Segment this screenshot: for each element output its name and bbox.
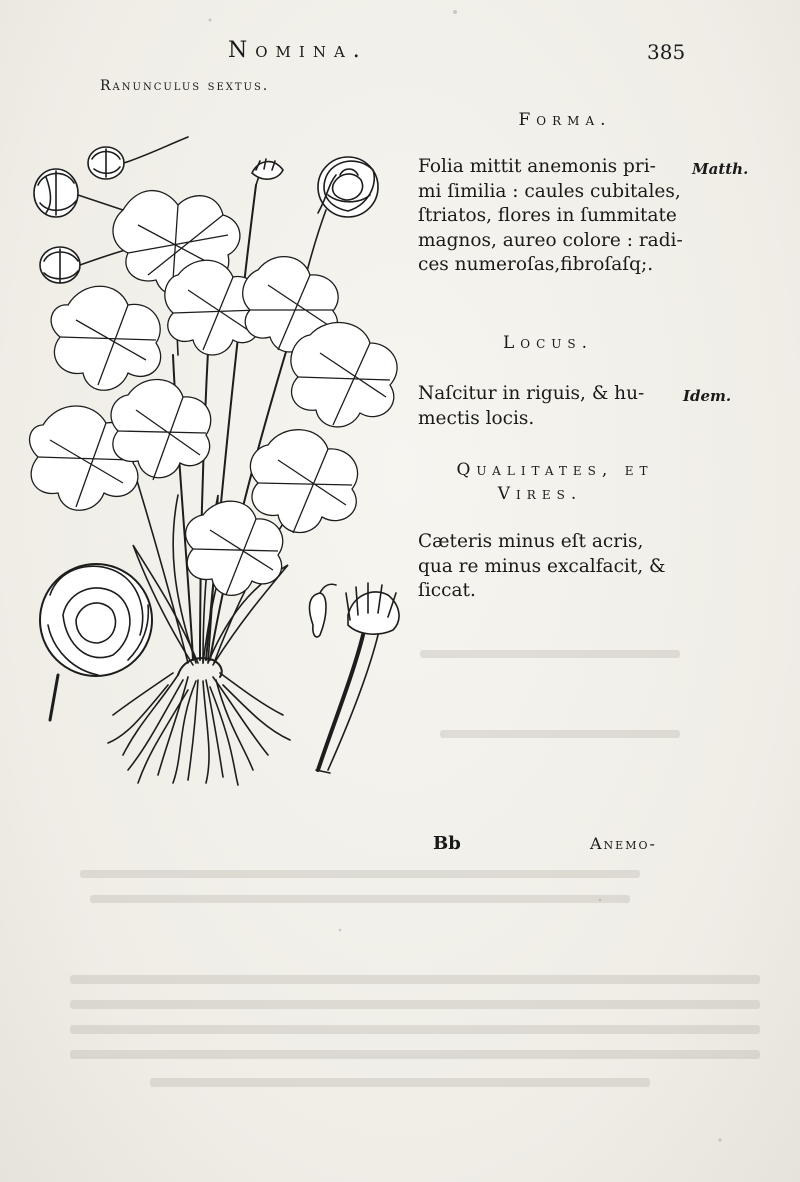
text-line: magnos, aureo colore : radi- — [418, 229, 683, 251]
leaf-mid-far-right — [291, 323, 397, 427]
text-line: ces numeroſas,fibroſaſq;. — [418, 254, 654, 275]
paragraph-qualitates — [418, 530, 690, 604]
flower-top-left-3 — [40, 247, 80, 283]
page-number: 385 — [647, 40, 686, 64]
text-line: Cæteris minus eſt acris, — [418, 531, 644, 552]
paragraph-locus — [418, 382, 690, 431]
plant-woodcut-illustration — [28, 115, 413, 790]
flower-top-left-2 — [34, 169, 78, 217]
leaf-mid-left — [51, 286, 161, 390]
flower-top-right — [318, 157, 378, 217]
heading-vires: Vires. — [497, 484, 583, 504]
heading-qualitates: Qualitates, et — [456, 460, 654, 480]
heading-forma: Forma. — [518, 110, 612, 130]
section-head: Ranunculus sextus. — [100, 78, 270, 94]
text-line: mectis locis. — [418, 407, 535, 429]
signature-mark: Bb — [433, 833, 461, 854]
margin-note-matth: Matth. — [692, 160, 749, 178]
text-line: qua re minus excalfacit, & — [418, 555, 666, 577]
seed-pod — [309, 584, 336, 637]
heading-locus: Locus. — [502, 333, 594, 353]
show-through-text — [430, 320, 435, 338]
paragraph-forma — [418, 155, 690, 278]
flower-top-left-1 — [88, 147, 124, 179]
margin-note-idem: Idem. — [683, 387, 732, 405]
root-mass — [108, 673, 290, 785]
text-line: mi ſimilia : caules cubitales, — [418, 180, 681, 202]
flower-bottom-left — [40, 564, 152, 720]
text-line: Naſcitur in riguis, & hu- — [418, 383, 645, 404]
catchword: Anemo- — [590, 834, 657, 853]
text-line: ſiccat. — [418, 580, 476, 601]
text-line: Folia mittit anemonis pri- — [418, 156, 656, 177]
flower-bottom-right — [316, 583, 399, 773]
leaf-lower-right — [250, 430, 357, 533]
text-line: ſtriatos, flores in ſummitate — [418, 205, 677, 226]
running-head: Nomina. — [228, 38, 368, 63]
